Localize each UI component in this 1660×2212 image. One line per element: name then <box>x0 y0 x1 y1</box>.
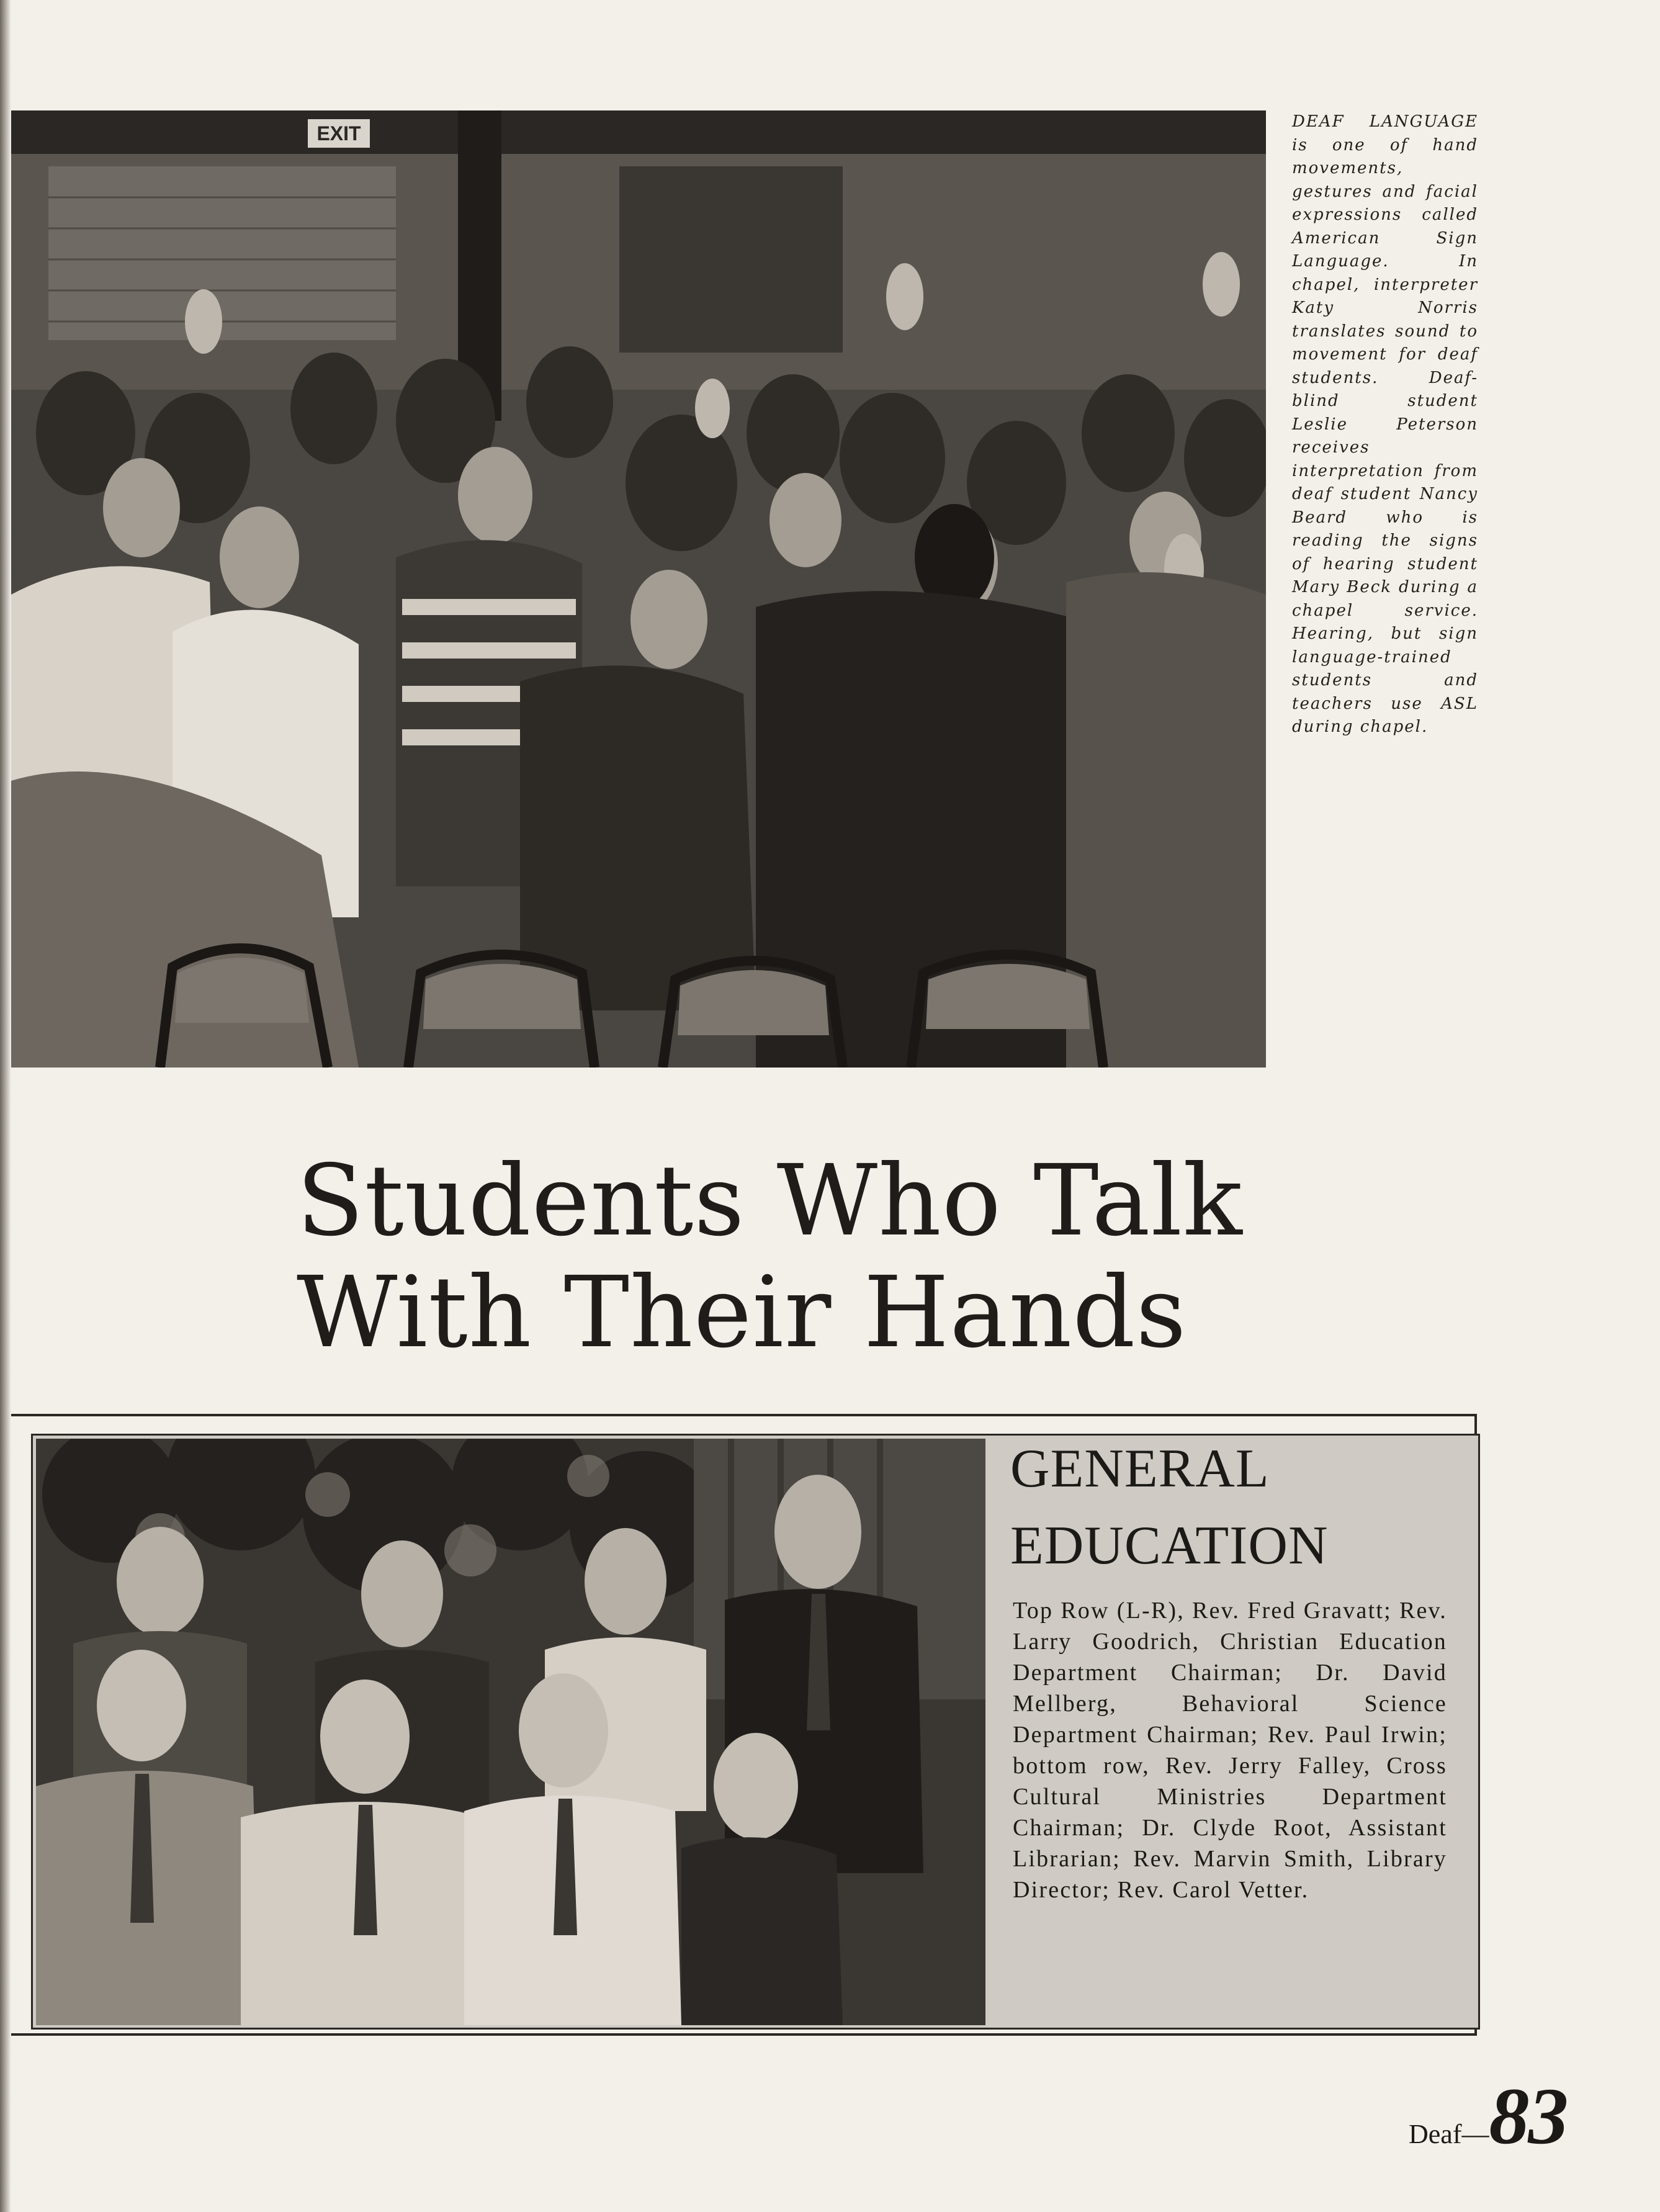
folio-dash: — <box>1461 2119 1489 2149</box>
page-number: 83 <box>1489 2072 1568 2161</box>
chapel-photo-art <box>11 110 1266 1068</box>
folio-section: Deaf <box>1409 2119 1462 2149</box>
exit-sign: EXIT <box>316 122 361 145</box>
binding-edge <box>0 0 11 2212</box>
chapel-photo <box>11 110 1266 1068</box>
page-headline <box>297 1145 1352 1369</box>
faculty-heading-line-1: GENERAL <box>1010 1439 1270 1499</box>
page-folio <box>1409 2070 1568 2161</box>
faculty-photo <box>36 1439 985 2025</box>
faculty-heading <box>1010 1431 1457 1585</box>
headline-line-2: With Their Hands <box>297 1256 1187 1370</box>
faculty-caption: Top Row (L-R), Rev. Fred Gravatt; Rev. Larry Goodrich, Christian Education Department Chairman; Dr. David Mellberg, Behavioral Science Department Chairman; Rev. Paul Irwin; bottom row, Rev. Jerry Falley, Cross Cultural Ministries Department Chairman; Dr. Clyde Root, Assistant Librarian; Rev. Marvin Smith, Library Director; Rev. Carol Vetter. <box>1013 1598 1447 1903</box>
headline-line-1: Students Who Talk <box>297 1144 1243 1258</box>
faculty-photo-art <box>36 1439 985 2025</box>
faculty-heading-line-2: EDUCATION <box>1010 1516 1329 1576</box>
chapel-photo-caption: DEAF LANGUAGE is one of hand movements, gestures and facial expressions called American Sign Language. In chapel, interpreter Katy Norris translates sound to movement for deaf students. Deaf-blind student Leslie Peterson receives interpretation from deaf student Nancy Beard who is reading the signs of hearing student Mary Beck during a chapel service. Hearing, but sign language-trained students and teachers use ASL during chapel. <box>1292 112 1478 736</box>
